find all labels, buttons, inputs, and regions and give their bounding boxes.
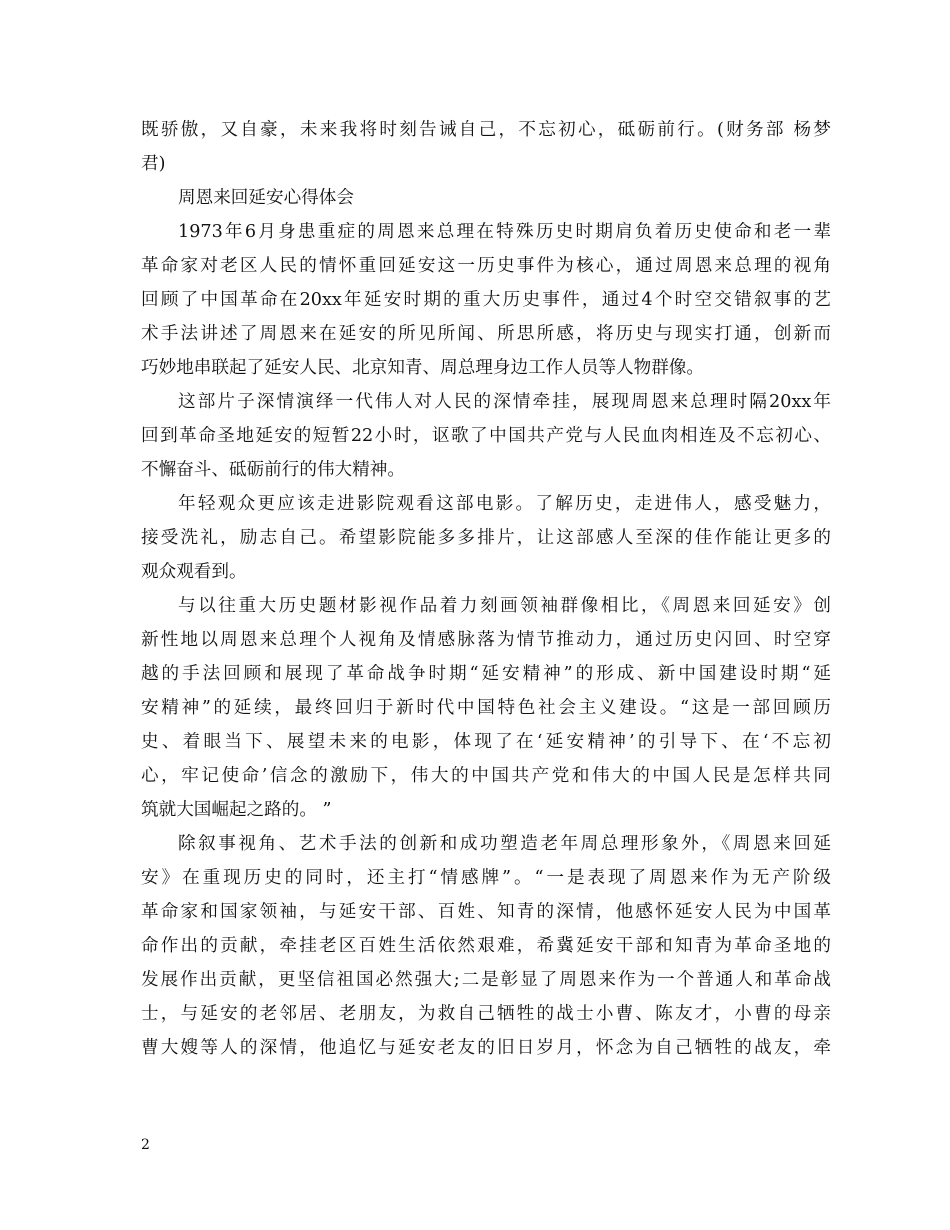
paragraph — [141, 385, 831, 487]
paragraph — [141, 181, 831, 215]
paragraph-line: 命作出的贡献，牵挂老区百姓生活依然艰难，希冀延安干部和知青为革命圣地的 — [141, 936, 831, 956]
paragraph-line: 既骄傲，又自豪，未来我将时刻告诫自己，不忘初心，砥砺前行。(财务部 杨梦 — [141, 120, 831, 140]
paragraph — [141, 215, 831, 385]
paragraph-line: 这部片子深情演绎一代伟人对人民的深情牵挂，展现周恩来总理时隔20xx年 — [178, 392, 831, 412]
paragraph-line: 巧妙地串联起了延安人民、北京知青、周总理身边工作人员等人物群像。 — [141, 358, 705, 378]
paragraph-line: 安》在重现历史的同时，还主打“情感牌”。“一是表现了周恩来作为无产阶级 — [141, 868, 831, 888]
paragraph-line: 安精神”的延续，最终回归于新时代中国特色社会主义建设。“这是一部回顾历 — [141, 698, 831, 718]
paragraph-line: 观众观看到。 — [141, 562, 247, 582]
paragraph-line: 不懈奋斗、砥砺前行的伟大精神。 — [141, 460, 405, 480]
paragraph-line: 回到革命圣地延安的短暂22小时，讴歌了中国共产党与人民血肉相连及不忘初心、 — [141, 426, 831, 446]
paragraph-line: 曹大嫂等人的深情，他追忆与延安老友的旧日岁月，怀念为自己牺牲的战友，牵 — [141, 1038, 831, 1058]
paragraph-line: 心，牢记使命’信念的激励下，伟大的中国共产党和伟大的中国人民是怎样共同 — [141, 766, 831, 786]
page-number: 2 — [141, 1137, 150, 1153]
paragraph-line: 术手法讲述了周恩来在延安的所见所闻、所思所感，将历史与现实打通，创新而 — [141, 324, 831, 344]
paragraph — [141, 113, 831, 181]
paragraph-line: 接受洗礼，励志自己。希望影院能多多排片，让这部感人至深的佳作能让更多的 — [141, 528, 831, 548]
paragraph — [141, 589, 831, 827]
paragraph-line: 发展作出贡献，更坚信祖国必然强大;二是彰显了周恩来作为一个普通人和革命战 — [141, 970, 831, 990]
paragraph-line: 革命家对老区人民的情怀重回延安这一历史事件为核心，通过周恩来总理的视角 — [141, 256, 831, 276]
paragraph-line: 君) — [141, 154, 166, 174]
paragraph-line: 周恩来回延安心得体会 — [178, 188, 354, 208]
paragraph-line: 史、着眼当下、展望未来的电影，体现了在‘延安精神’的引导下、在‘不忘初 — [141, 732, 831, 752]
paragraph-line: 士，与延安的老邻居、老朋友，为救自己牺牲的战士小曹、陈友才，小曹的母亲 — [141, 1004, 831, 1024]
paragraph — [141, 487, 831, 589]
paragraph — [141, 827, 831, 1065]
paragraph-line: 与以往重大历史题材影视作品着力刻画领袖群像相比，《周恩来回延安》创 — [178, 596, 831, 616]
paragraph-line: 年轻观众更应该走进影院观看这部电影。了解历史，走进伟人，感受魅力， — [178, 494, 831, 514]
paragraph-line: 1973年6月身患重症的周恩来总理在特殊历史时期肩负着历史使命和老一辈 — [178, 222, 831, 242]
paragraph-line: 革命家和国家领袖，与延安干部、百姓、知青的深情，他感怀延安人民为中国革 — [141, 902, 831, 922]
paragraph-line: 回顾了中国革命在20xx年延安时期的重大历史事件，通过4个时空交错叙事的艺 — [141, 290, 831, 310]
document-body — [141, 113, 831, 1065]
paragraph-line: 筑就大国崛起之路的。 ” — [141, 800, 332, 820]
paragraph-line: 除叙事视角、艺术手法的创新和成功塑造老年周总理形象外，《周恩来回延 — [178, 834, 831, 854]
paragraph-line: 新性地以周恩来总理个人视角及情感脉落为情节推动力，通过历史闪回、时空穿 — [141, 630, 831, 650]
paragraph-line: 越的手法回顾和展现了革命战争时期“延安精神”的形成、新中国建设时期“延 — [141, 664, 831, 684]
